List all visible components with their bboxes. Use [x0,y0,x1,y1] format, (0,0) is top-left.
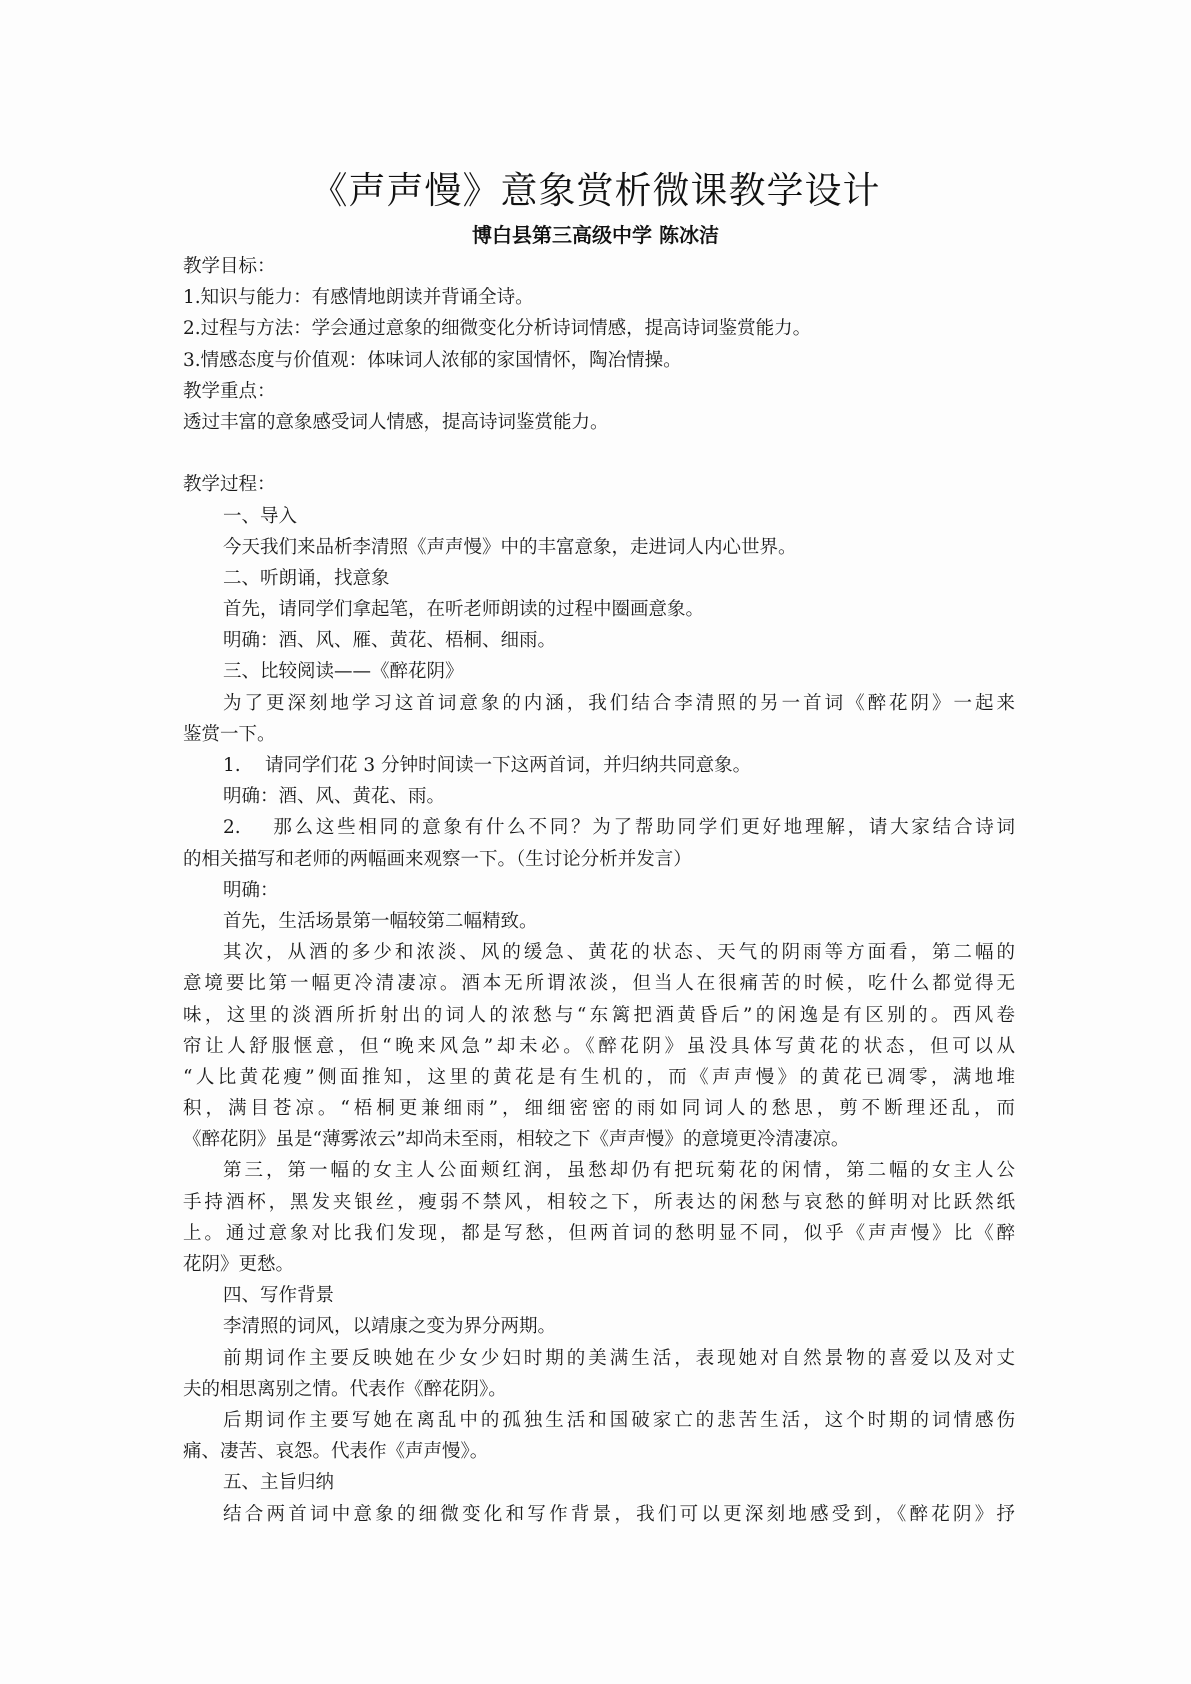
text-line: 明确：酒、风、黄花、雨。 [223,786,446,808]
text-line: 其次，从酒的多少和浓淡、风的缓急、黄花的状态、天气的阴雨等方面看，第二幅的 [223,942,1015,964]
text-line: 手持酒杯，黑发夹银丝，瘦弱不禁风，相较之下，所表达的闲愁与哀愁的鲜明对比跃然纸 [183,1191,1015,1213]
text-line: 一、导入 [223,505,298,527]
text-line: 味，这里的淡酒所折射出的词人的浓愁与“东篱把酒黄昏后”的闲逸是有区别的。西风卷 [183,1004,1015,1026]
text-line: 结合两首词中意象的细微变化和写作背景，我们可以更深刻地感受到，《醉花阴》抒 [223,1503,1015,1525]
text-line: 夫的相思离别之情。代表作《醉花阴》。 [183,1378,507,1400]
text-line: 教学重点： [183,380,276,402]
document-title: 《声声慢》意象赏析微课教学设计 [310,169,881,212]
text-line: “人比黄花瘦”侧面推知，这里的黄花是有生机的，而《声声慢》的黄花已凋零，满地堆 [183,1066,1015,1088]
text-line: 鉴赏一下。 [183,723,276,745]
text-line: 2. 那么这些相同的意象有什么不同？为了帮助同学们更好地理解，请大家结合诗词 [223,817,1015,839]
text-line: 为了更深刻地学习这首词意象的内涵，我们结合李清照的另一首词《醉花阴》一起来 [223,692,1015,714]
text-line: 积，满目苍凉。“梧桐更兼细雨”，细细密密的雨如同词人的愁思，剪不断理还乱，而 [183,1098,1015,1120]
text-line: 上。通过意象对比我们发现，都是写愁，但两首词的愁明显不同，似乎《声声慢》比《醉 [183,1222,1015,1244]
text-line: 明确： [223,879,279,901]
text-line: 花阴》更愁。 [183,1254,295,1275]
text-line: 李清照的词风，以靖康之变为界分两期。 [223,1316,557,1338]
author-line: 博白县第三高级中学 陈冰洁 [472,223,719,247]
text-line: 后期词作主要写她在离乱中的孤独生活和国破家亡的悲苦生活，这个时期的词情感伤 [223,1409,1015,1431]
text-line: 痛、凄苦、哀怨。代表作《声声慢》。 [183,1441,489,1463]
text-line: 三、比较阅读——《醉花阴》 [223,661,464,683]
text-line: 首先，生活场景第一幅较第二幅精致。 [223,910,538,932]
text-line: 教学目标： [183,256,276,277]
blank-line [183,438,1015,469]
text-line: 二、听朗诵，找意象 [223,567,390,589]
text-line: 1. 请同学们花 3 分钟时间读一下这两首词，并归纳共同意象。 [223,755,752,776]
text-line: 2.过程与方法：学会通过意象的细微变化分析诗词情感，提高诗词鉴赏能力。 [183,318,812,340]
text-line: 明确：酒、风、雁、黄花、梧桐、细雨。 [223,630,557,652]
text-line: 四、写作背景 [223,1285,335,1307]
text-line: 1.知识与能力：有感情地朗读并背诵全诗。 [183,287,534,309]
document-body [183,251,1015,1530]
text-line: 首先，请同学们拿起笔，在听老师朗读的过程中圈画意象。 [223,599,705,621]
text-line: 的相关描写和老师的两幅画来观察一下。（生讨论分析并发言） [183,848,692,870]
text-line: 前期词作主要反映她在少女少妇时期的美满生活，表现她对自然景物的喜爱以及对丈 [223,1347,1015,1369]
text-line: 《醉花阴》虽是“薄雾浓云”却尚未至雨，相较之下《声声慢》的意境更冷清凄凉。 [183,1129,850,1151]
text-line: 意境要比第一幅更冷清凄凉。酒本无所谓浓淡，但当人在很痛苦的时候，吃什么都觉得无 [183,973,1015,995]
text-line: 3.情感态度与价值观：体味词人浓郁的家国情怀，陶冶情操。 [183,349,682,371]
text-line: 透过丰富的意象感受词人情感，提高诗词鉴赏能力。 [183,411,609,433]
text-line: 教学过程： [183,474,276,496]
text-line: 今天我们来品析李清照《声声慢》中的丰富意象，走进词人内心世界。 [223,536,797,558]
text-line: 帘让人舒服惬意，但“晚来风急”却未必。《醉花阴》虽没具体写黄花的状态，但可以从 [183,1035,1015,1057]
text-line: 五、主旨归纳 [223,1472,335,1494]
text-line: 第三，第一幅的女主人公面颊红润，虽愁却仍有把玩菊花的闲情，第二幅的女主人公 [223,1160,1015,1182]
